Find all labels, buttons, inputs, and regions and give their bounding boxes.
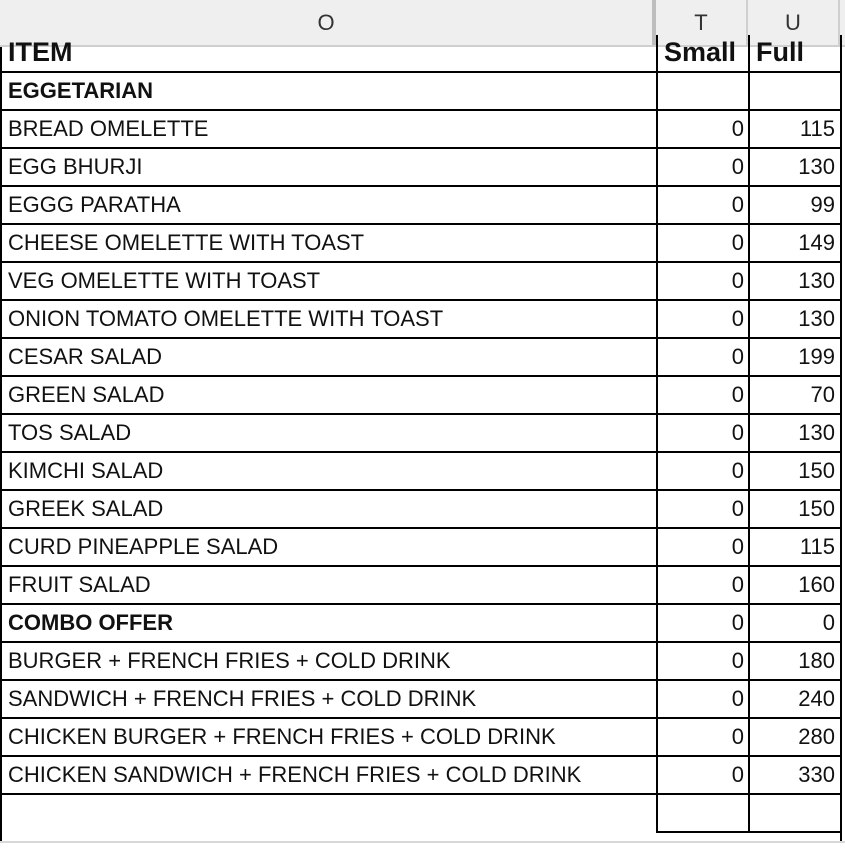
cell-small[interactable]: 0 — [656, 491, 750, 529]
cell-small[interactable]: 0 — [656, 187, 750, 225]
cell-small[interactable]: 0 — [656, 567, 750, 605]
cell-small[interactable]: 0 — [656, 605, 750, 643]
cell-full[interactable]: 130 — [748, 301, 842, 339]
cell-item[interactable]: VEG OMELETTE WITH TOAST — [0, 263, 658, 301]
table-row — [0, 681, 845, 719]
column-header-o[interactable]: O — [0, 0, 656, 45]
table-row — [0, 605, 845, 643]
cell-full[interactable]: 130 — [748, 149, 842, 187]
cell-item[interactable]: ONION TOMATO OMELETTE WITH TOAST — [0, 301, 658, 339]
cell-full[interactable]: 115 — [748, 529, 842, 567]
table-row — [0, 377, 845, 415]
cell-item[interactable]: TOS SALAD — [0, 415, 658, 453]
table-row — [0, 719, 845, 757]
cell-item[interactable]: CURD PINEAPPLE SALAD — [0, 529, 658, 567]
table-row — [0, 225, 845, 263]
cell-full[interactable]: 240 — [748, 681, 842, 719]
table-row — [0, 415, 845, 453]
cell-full[interactable]: 115 — [748, 111, 842, 149]
cell-item[interactable]: CESAR SALAD — [0, 339, 658, 377]
cell-full[interactable]: 199 — [748, 339, 842, 377]
cell-item[interactable]: SANDWICH + FRENCH FRIES + COLD DRINK — [0, 681, 658, 719]
table-row — [0, 73, 845, 111]
grid-left-border — [0, 47, 2, 861]
cell-item[interactable]: CHICKEN BURGER + FRENCH FRIES + COLD DRINK — [0, 719, 658, 757]
cell-small[interactable]: 0 — [656, 529, 750, 567]
cell-item[interactable]: CHICKEN SANDWICH + FRENCH FRIES + COLD DRINK — [0, 757, 658, 795]
cell-item[interactable]: KIMCHI SALAD — [0, 453, 658, 491]
grid-right-border — [840, 47, 842, 861]
cell-item[interactable]: EGG BHURJI — [0, 149, 658, 187]
table-row — [0, 491, 845, 529]
table-row — [0, 339, 845, 377]
cell-full[interactable]: 149 — [748, 225, 842, 263]
table-row — [0, 567, 845, 605]
cell-full[interactable]: 70 — [748, 377, 842, 415]
cell-small[interactable]: 0 — [656, 415, 750, 453]
table-row — [0, 757, 845, 795]
cell-full[interactable]: 160 — [748, 567, 842, 605]
cell-small[interactable]: 0 — [656, 149, 750, 187]
table-row — [0, 263, 845, 301]
cell-full[interactable]: 180 — [748, 643, 842, 681]
header-cell-item[interactable]: ITEM — [0, 35, 658, 73]
cell-full[interactable]: 280 — [748, 719, 842, 757]
cell-full[interactable]: 130 — [748, 415, 842, 453]
cell-small[interactable]: 0 — [656, 301, 750, 339]
cell-full[interactable]: 99 — [748, 187, 842, 225]
cell-item[interactable] — [0, 795, 658, 833]
cell-item[interactable]: CHEESE OMELETTE WITH TOAST — [0, 225, 658, 263]
cell-item[interactable]: COMBO OFFER — [0, 605, 658, 643]
column-header-t[interactable]: T — [656, 0, 748, 45]
table-row — [0, 301, 845, 339]
cell-small[interactable]: 0 — [656, 643, 750, 681]
cell-small[interactable]: 0 — [656, 111, 750, 149]
cell-full[interactable]: 150 — [748, 453, 842, 491]
cell-small[interactable]: 0 — [656, 339, 750, 377]
cell-small[interactable]: 0 — [656, 719, 750, 757]
header-cell-full[interactable]: Full — [748, 35, 842, 73]
cell-small[interactable]: 0 — [656, 377, 750, 415]
cell-small[interactable]: 0 — [656, 757, 750, 795]
table-row — [0, 187, 845, 225]
cell-small[interactable] — [656, 73, 750, 111]
cell-small[interactable]: 0 — [656, 681, 750, 719]
cell-small[interactable]: 0 — [656, 453, 750, 491]
cell-full[interactable]: 0 — [748, 605, 842, 643]
cell-small[interactable]: 0 — [656, 225, 750, 263]
table-row — [0, 529, 845, 567]
cell-item[interactable]: GREEN SALAD — [0, 377, 658, 415]
table-row — [0, 111, 845, 149]
grid-bottom-edge — [0, 841, 845, 861]
table-row — [0, 453, 845, 491]
cell-item[interactable]: BURGER + FRENCH FRIES + COLD DRINK — [0, 643, 658, 681]
table-header-row — [0, 35, 845, 73]
column-header-u[interactable]: U — [748, 0, 840, 45]
cell-full[interactable]: 130 — [748, 263, 842, 301]
cell-full[interactable] — [748, 795, 842, 833]
table-row — [0, 643, 845, 681]
cell-full[interactable]: 330 — [748, 757, 842, 795]
cell-full[interactable]: 150 — [748, 491, 842, 529]
cell-item[interactable]: EGGETARIAN — [0, 73, 658, 111]
table-row — [0, 149, 845, 187]
cell-full[interactable] — [748, 73, 842, 111]
table-row — [0, 795, 845, 833]
cell-item[interactable]: GREEK SALAD — [0, 491, 658, 529]
header-cell-small[interactable]: Small — [656, 35, 750, 73]
cell-small[interactable] — [656, 795, 750, 833]
cell-small[interactable]: 0 — [656, 263, 750, 301]
cell-item[interactable]: BREAD OMELETTE — [0, 111, 658, 149]
cell-item[interactable]: FRUIT SALAD — [0, 567, 658, 605]
cell-item[interactable]: EGGG PARATHA — [0, 187, 658, 225]
